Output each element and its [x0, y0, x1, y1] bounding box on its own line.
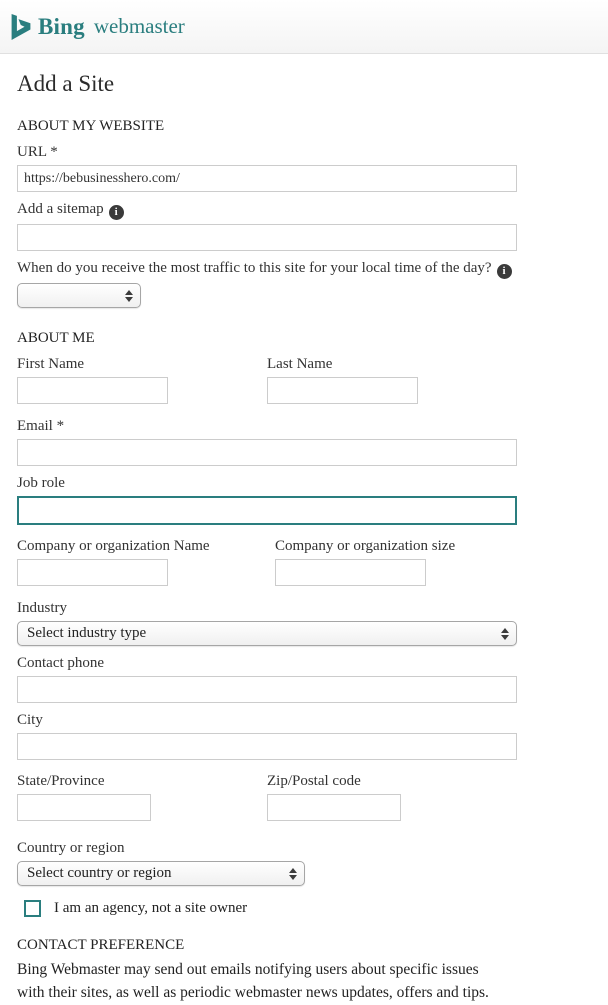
contact-preference-text: Bing Webmaster may send out emails notifying users about specific issues with their sites, as well as periodic webmaster news updates, offers and tips.	[17, 961, 489, 1002]
country-selected-value: Select country or region	[27, 865, 172, 881]
first-name-label: First Name	[17, 356, 85, 372]
city-label: City	[17, 712, 43, 728]
zip-field-group	[267, 772, 401, 821]
sitemap-field-group	[17, 200, 591, 251]
sitemap-label: Add a sitemap i	[17, 200, 591, 220]
app-header	[0, 0, 608, 54]
email-label: Email *	[17, 418, 65, 434]
state-input[interactable]	[17, 794, 151, 821]
product-name[interactable]: webmaster	[93, 14, 185, 38]
company-name-label: Company or organization Name	[17, 538, 210, 554]
email-input[interactable]	[17, 439, 517, 466]
page-title: Add a Site	[17, 71, 115, 96]
city-input[interactable]	[17, 733, 517, 760]
country-label: Country or region	[17, 840, 125, 856]
job-role-input[interactable]	[17, 496, 517, 525]
country-select[interactable]	[17, 861, 305, 886]
traffic-field-group	[17, 259, 591, 308]
company-size-input[interactable]	[275, 559, 426, 586]
job-role-field-group	[17, 474, 591, 525]
company-name-field-group	[17, 537, 267, 586]
industry-field-group	[17, 599, 591, 646]
state-field-group	[17, 772, 267, 821]
email-field-group	[17, 417, 591, 466]
select-spinner-icon	[125, 290, 133, 302]
industry-label: Industry	[17, 600, 67, 616]
url-input[interactable]	[17, 165, 517, 192]
agency-checkbox-row	[24, 900, 591, 917]
contact-phone-field-group	[17, 654, 591, 703]
url-field-group	[17, 143, 591, 192]
zip-label: Zip/Postal code	[267, 773, 361, 789]
section-heading-contact-preference: CONTACT PREFERENCE	[17, 937, 185, 953]
last-name-field-group	[267, 355, 418, 404]
state-zip-row	[17, 772, 591, 821]
agency-checkbox[interactable]	[24, 900, 41, 917]
traffic-label: When do you receive the most traffic to this site for your local time of the day? i	[17, 259, 591, 279]
section-heading-about-website: ABOUT MY WEBSITE	[17, 118, 165, 134]
select-spinner-icon	[501, 628, 509, 640]
contact-phone-input[interactable]	[17, 676, 517, 703]
job-role-label: Job role	[17, 475, 65, 491]
state-label: State/Province	[17, 773, 105, 789]
traffic-time-select[interactable]	[17, 283, 141, 308]
name-row	[17, 355, 591, 404]
url-label: URL *	[17, 144, 58, 160]
zip-input[interactable]	[267, 794, 401, 821]
select-spinner-icon	[289, 868, 297, 880]
last-name-label: Last Name	[267, 356, 333, 372]
industry-selected-value: Select industry type	[27, 625, 147, 641]
contact-phone-label: Contact phone	[17, 655, 105, 671]
first-name-field-group	[17, 355, 267, 404]
industry-select[interactable]	[17, 621, 517, 646]
city-field-group	[17, 711, 591, 760]
last-name-input[interactable]	[267, 377, 418, 404]
traffic-info-icon[interactable]: i	[497, 264, 512, 279]
sitemap-input[interactable]	[17, 224, 517, 251]
company-size-field-group	[275, 537, 455, 586]
agency-checkbox-label: I am an agency, not a site owner	[54, 900, 248, 916]
section-heading-about-me: ABOUT ME	[17, 330, 95, 346]
bing-logo-icon[interactable]	[11, 14, 31, 40]
add-site-form	[0, 71, 608, 1005]
first-name-input[interactable]	[17, 377, 168, 404]
company-row	[17, 537, 591, 586]
company-name-input[interactable]	[17, 559, 168, 586]
company-size-label: Company or organization size	[275, 538, 456, 554]
brand-name[interactable]: Bing	[38, 13, 85, 39]
sitemap-info-icon[interactable]: i	[109, 205, 124, 220]
country-field-group	[17, 839, 591, 886]
